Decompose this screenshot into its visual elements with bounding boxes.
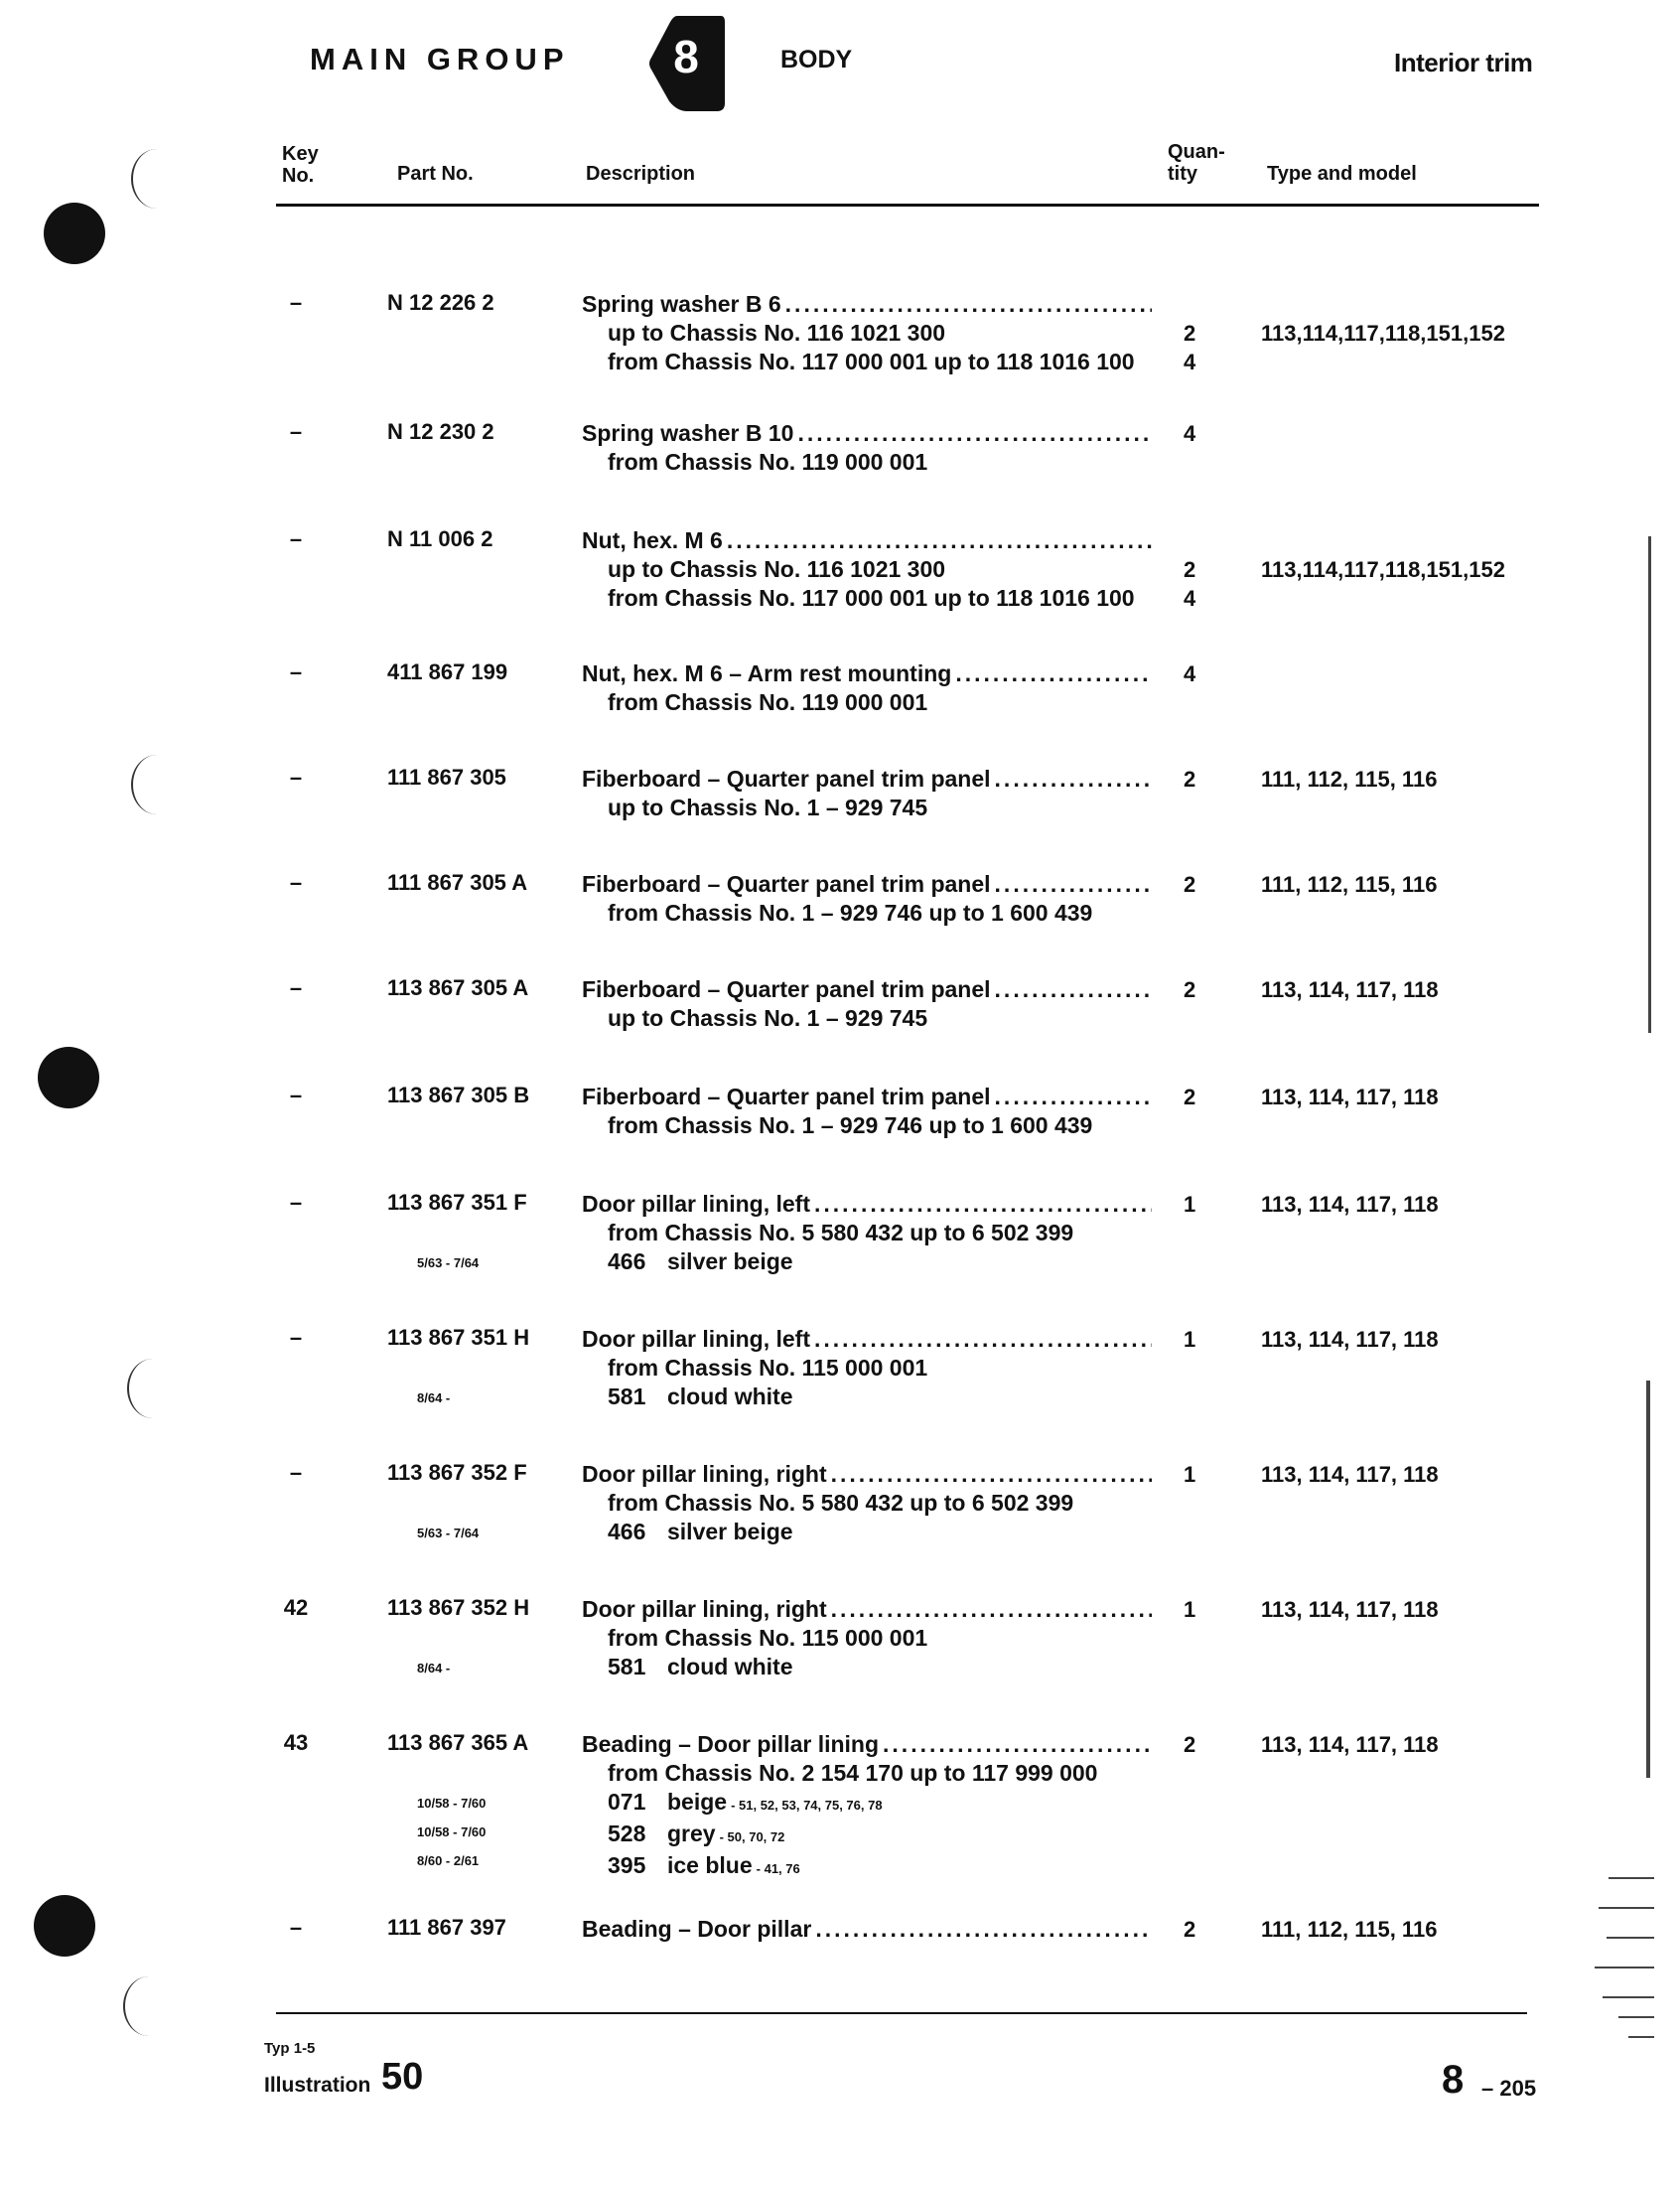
quantity-value — [1184, 1624, 1195, 1653]
description-detail — [582, 348, 1152, 376]
part-no: 113 867 352 F — [387, 1460, 527, 1485]
leader-dots — [879, 1730, 1152, 1759]
description-text: Door pillar lining, right — [582, 1461, 827, 1487]
date-range: 10/58 - 7/60 — [417, 1824, 487, 1839]
part-no: 113 867 305 A — [387, 975, 529, 1000]
quantity-text: Quan- tity — [1168, 141, 1225, 185]
description-text: Fiberboard – Quarter panel trim panel — [582, 871, 991, 897]
type-model-value: 111, 112, 115, 116 — [1261, 872, 1438, 897]
description — [582, 1083, 1152, 1140]
type-model — [1261, 1915, 1437, 1944]
quantity — [1184, 1325, 1195, 1411]
part-no: 113 867 351 H — [387, 1325, 530, 1350]
type-model-value — [1261, 1624, 1439, 1653]
quantity-value: 2 — [1184, 977, 1196, 1002]
quantity — [1184, 290, 1195, 376]
detail-text: cloud white — [667, 1654, 793, 1679]
description-text: Beading – Door pillar — [582, 1916, 812, 1942]
description-detail — [582, 1219, 1152, 1247]
leader-dots — [991, 1083, 1152, 1111]
description — [582, 1190, 1152, 1276]
type-model — [1261, 1083, 1439, 1140]
group-number-badge — [647, 12, 725, 115]
colour-code: 466 — [608, 1519, 646, 1544]
leader-dots — [991, 765, 1152, 794]
quantity-value: 4 — [1184, 661, 1196, 686]
type-model-value: 113, 114, 117, 118 — [1261, 1462, 1439, 1487]
type-model — [1261, 1595, 1439, 1681]
type-model — [1261, 526, 1505, 613]
quantity-value — [1184, 794, 1195, 822]
type-model-value — [1261, 526, 1505, 555]
binder-hole — [44, 203, 105, 264]
description-detail — [582, 1383, 1152, 1411]
type-model-value — [1261, 1247, 1439, 1276]
detail-text: from Chassis No. 117 000 001 up to 118 1016 100 — [608, 585, 1135, 611]
description — [582, 870, 1152, 928]
quantity — [1184, 1083, 1195, 1140]
binder-ring-mark — [131, 149, 183, 209]
leader-dots — [811, 1915, 1152, 1944]
colour-code: 071 — [608, 1789, 646, 1815]
description — [582, 765, 1152, 822]
quantity-value — [1184, 526, 1195, 555]
leader-dots — [781, 290, 1152, 319]
description-text: Fiberboard – Quarter panel trim panel — [582, 1084, 991, 1109]
quantity-value — [1184, 290, 1195, 319]
binder-ring-mark — [131, 755, 183, 814]
type-model — [1261, 1730, 1439, 1874]
quantity-value — [1184, 1489, 1195, 1518]
description-detail — [582, 899, 1152, 928]
type-model-value — [1261, 1111, 1439, 1140]
key-no-text: Key No. — [282, 143, 319, 187]
type-model-value: 113, 114, 117, 118 — [1261, 1732, 1439, 1757]
part-no: 111 867 305 — [387, 765, 506, 790]
type-model-value: 113, 114, 117, 118 — [1261, 1192, 1439, 1217]
type-model-value — [1261, 1845, 1439, 1874]
quantity-value: 2 — [1184, 557, 1196, 582]
type-model-value: 113,114,117,118,151,152 — [1261, 557, 1505, 582]
type-model-value — [1261, 899, 1437, 928]
type-model-value: 113, 114, 117, 118 — [1261, 1597, 1439, 1622]
part-no: N 12 230 2 — [387, 419, 494, 444]
type-model-value: 111, 112, 115, 116 — [1261, 1917, 1438, 1942]
header-rule — [276, 204, 1539, 207]
leader-dots — [810, 1190, 1152, 1219]
quantity — [1184, 526, 1195, 613]
leader-dots — [793, 419, 1152, 448]
key-no: – — [289, 659, 303, 684]
description-detail — [582, 1111, 1152, 1140]
quantity-value: 2 — [1184, 321, 1196, 346]
column-header-key-no — [282, 143, 326, 187]
column-header-description: Description — [586, 163, 696, 185]
type-model-value — [1261, 1759, 1439, 1788]
key-no: – — [289, 765, 303, 790]
detail-text: from Chassis No. 1 – 929 746 up to 1 600 439 — [608, 900, 1093, 926]
type-model-value — [1261, 1489, 1439, 1518]
part-no: 113 867 365 A — [387, 1730, 529, 1755]
type-model-value — [1261, 1817, 1439, 1845]
colour-code: 395 — [608, 1852, 646, 1878]
type-model — [1261, 1325, 1439, 1411]
type-model — [1261, 975, 1439, 1033]
quantity-value — [1184, 1219, 1195, 1247]
date-range: 8/64 - — [417, 1390, 451, 1405]
quantity-value — [1184, 1518, 1195, 1546]
detail-text: up to Chassis No. 1 – 929 745 — [608, 1005, 928, 1031]
description — [582, 1730, 1152, 1883]
type-model — [1261, 1190, 1439, 1276]
leader-dots — [827, 1595, 1152, 1624]
type-model-value — [1261, 1004, 1439, 1033]
description — [582, 1325, 1152, 1411]
type-model — [1261, 870, 1437, 928]
leader-dots — [951, 659, 1152, 688]
quantity-value — [1184, 1788, 1195, 1817]
leader-dots — [827, 1460, 1152, 1489]
quantity-value — [1184, 448, 1195, 477]
description-detail — [582, 1653, 1152, 1681]
detail-text: up to Chassis No. 1 – 929 745 — [608, 795, 928, 820]
footer-rule — [276, 2012, 1527, 2014]
type-model-value — [1261, 1653, 1439, 1681]
quantity-value: 1 — [1184, 1327, 1196, 1352]
date-range: 5/63 - 7/64 — [417, 1255, 480, 1270]
leader-dots — [991, 870, 1152, 899]
quantity — [1184, 975, 1195, 1033]
description-detail — [582, 1354, 1152, 1383]
detail-text: from Chassis No. 115 000 001 — [608, 1355, 928, 1381]
quantity-value: 2 — [1184, 767, 1196, 792]
type-model-value — [1261, 1219, 1439, 1247]
key-no: – — [289, 975, 303, 1000]
part-no: N 12 226 2 — [387, 290, 494, 315]
description-text: Fiberboard – Quarter panel trim panel — [582, 766, 991, 792]
description-detail — [582, 584, 1152, 613]
description — [582, 975, 1152, 1033]
binder-ring-mark — [127, 1359, 179, 1418]
description-detail — [582, 1247, 1152, 1276]
type-model-value — [1261, 348, 1505, 376]
quantity — [1184, 1915, 1195, 1944]
type-model-value — [1261, 1518, 1439, 1546]
key-no: – — [289, 419, 303, 444]
type-model — [1261, 765, 1437, 822]
key-no: – — [289, 1083, 303, 1107]
description-detail — [582, 1759, 1152, 1788]
colour-code: 581 — [608, 1384, 646, 1409]
quantity-value — [1184, 1247, 1195, 1276]
key-no: 43 — [283, 1730, 309, 1755]
leader-dots — [723, 526, 1152, 555]
type-model-value: 113, 114, 117, 118 — [1261, 1327, 1439, 1352]
description — [582, 1460, 1152, 1546]
group-number: 8 — [673, 31, 699, 82]
illustration-label: Illustration — [264, 2074, 371, 2097]
page-number-sub: – 205 — [1481, 2076, 1537, 2101]
description — [582, 1915, 1152, 1944]
detail-text: cloud white — [667, 1384, 793, 1409]
description — [582, 290, 1152, 376]
quantity-value: 2 — [1184, 1917, 1196, 1942]
quantity — [1184, 659, 1195, 717]
type-note: Typ 1-5 — [264, 2040, 316, 2057]
description-text: Nut, hex. M 6 – Arm rest mounting — [582, 660, 952, 686]
part-no: 113 867 351 F — [387, 1190, 527, 1215]
colour-code: 528 — [608, 1821, 646, 1846]
description-detail — [582, 448, 1152, 477]
type-model-value — [1261, 290, 1505, 319]
detail-text: from Chassis No. 117 000 001 up to 118 1016 100 — [608, 349, 1135, 374]
body-label: BODY — [780, 46, 853, 73]
quantity — [1184, 1190, 1195, 1276]
binder-hole — [34, 1895, 95, 1957]
type-model — [1261, 1460, 1439, 1546]
description-detail — [582, 555, 1152, 584]
description-detail — [582, 1624, 1152, 1653]
main-group-title: MAIN GROUP — [310, 42, 570, 76]
quantity-value: 2 — [1184, 1732, 1196, 1757]
type-model-value — [1261, 1383, 1439, 1411]
key-no: 42 — [283, 1595, 309, 1620]
detail-text: silver beige — [667, 1248, 793, 1274]
quantity-value: 1 — [1184, 1192, 1196, 1217]
quantity — [1184, 1460, 1195, 1546]
type-model-value: 111, 112, 115, 116 — [1261, 767, 1438, 792]
description-detail — [582, 1004, 1152, 1033]
quantity-value: 4 — [1184, 586, 1196, 611]
quantity-value — [1184, 688, 1195, 717]
description-detail — [582, 1489, 1152, 1518]
description — [582, 1595, 1152, 1681]
quantity — [1184, 870, 1195, 928]
description-text: Fiberboard – Quarter panel trim panel — [582, 976, 991, 1002]
date-range: 10/58 - 7/60 — [417, 1796, 487, 1811]
detail-text: from Chassis No. 119 000 001 — [608, 689, 928, 715]
type-model-value — [1261, 584, 1505, 613]
model-note: - 50, 70, 72 — [719, 1829, 785, 1844]
description-text: Door pillar lining, left — [582, 1191, 810, 1217]
detail-text: from Chassis No. 115 000 001 — [608, 1625, 928, 1651]
quantity-value — [1184, 1653, 1195, 1681]
detail-text: beige — [667, 1789, 728, 1815]
type-model-value: 113, 114, 117, 118 — [1261, 1085, 1439, 1109]
quantity — [1184, 1595, 1195, 1681]
description-detail — [582, 688, 1152, 717]
quantity-value — [1184, 1004, 1195, 1033]
quantity-value — [1184, 1817, 1195, 1845]
key-no: – — [289, 1325, 303, 1350]
type-model-value: 113,114,117,118,151,152 — [1261, 321, 1505, 346]
detail-text: up to Chassis No. 116 1021 300 — [608, 320, 946, 346]
quantity-value: 2 — [1184, 872, 1196, 897]
colour-code: 466 — [608, 1248, 646, 1274]
date-range: 5/63 - 7/64 — [417, 1526, 480, 1540]
description-text: Spring washer B 6 — [582, 291, 781, 317]
detail-text: from Chassis No. 2 154 170 up to 117 999 000 — [608, 1760, 1098, 1786]
column-header-quantity — [1168, 141, 1237, 185]
description-text: Door pillar lining, right — [582, 1596, 827, 1622]
description-detail — [582, 1518, 1152, 1546]
description-text: Nut, hex. M 6 — [582, 527, 723, 553]
description — [582, 419, 1152, 477]
key-no: – — [289, 1460, 303, 1485]
key-no: – — [289, 526, 303, 551]
quantity-value: 1 — [1184, 1462, 1196, 1487]
type-model-value — [1261, 794, 1437, 822]
column-header-part-no: Part No. — [397, 163, 474, 185]
part-no: 411 867 199 — [387, 659, 508, 684]
description-detail — [582, 1788, 1152, 1820]
quantity-value — [1184, 1383, 1195, 1411]
type-model-value — [1261, 1788, 1439, 1817]
type-model-value — [1261, 1354, 1439, 1383]
part-no: N 11 006 2 — [387, 526, 493, 551]
binder-ring-mark — [123, 1976, 175, 2036]
detail-text: from Chassis No. 5 580 432 up to 6 502 399 — [608, 1220, 1074, 1245]
key-no: – — [289, 290, 303, 315]
detail-text: from Chassis No. 5 580 432 up to 6 502 399 — [608, 1490, 1074, 1516]
description-text: Beading – Door pillar lining — [582, 1731, 880, 1757]
part-no: 113 867 305 B — [387, 1083, 530, 1107]
quantity-value: 4 — [1184, 350, 1196, 374]
illustration-number: 50 — [381, 2056, 424, 2098]
detail-text: from Chassis No. 1 – 929 746 up to 1 600 439 — [608, 1112, 1093, 1138]
leader-dots — [810, 1325, 1152, 1354]
key-no: – — [289, 1190, 303, 1215]
column-header-type-model: Type and model — [1267, 163, 1417, 185]
part-no: 111 867 397 — [387, 1915, 506, 1940]
description-detail — [582, 1851, 1152, 1883]
quantity-value — [1184, 1354, 1195, 1383]
detail-text: silver beige — [667, 1519, 793, 1544]
quantity-value — [1184, 1759, 1195, 1788]
quantity — [1184, 765, 1195, 822]
description-detail — [582, 794, 1152, 822]
section-title: Interior trim — [1394, 48, 1533, 77]
page-number-main: 8 — [1442, 2058, 1465, 2102]
description-text: Door pillar lining, left — [582, 1326, 810, 1352]
quantity-value: 2 — [1184, 1085, 1196, 1109]
quantity — [1184, 419, 1195, 477]
date-range: 8/60 - 2/61 — [417, 1853, 480, 1868]
detail-text: ice blue — [667, 1852, 753, 1878]
quantity-value: 1 — [1184, 1597, 1196, 1622]
quantity-value — [1184, 1111, 1195, 1140]
detail-text: up to Chassis No. 116 1021 300 — [608, 556, 946, 582]
quantity — [1184, 1730, 1195, 1874]
quantity-value: 4 — [1184, 421, 1196, 446]
binder-hole — [38, 1047, 99, 1108]
description-detail — [582, 1820, 1152, 1851]
description-text: Spring washer B 10 — [582, 420, 794, 446]
model-note: - 41, 76 — [756, 1861, 800, 1876]
part-no: 113 867 352 H — [387, 1595, 530, 1620]
key-no: – — [289, 1915, 303, 1940]
part-no: 111 867 305 A — [387, 870, 528, 895]
description-detail — [582, 319, 1152, 348]
leader-dots — [991, 975, 1152, 1004]
description — [582, 526, 1152, 613]
quantity-value — [1184, 899, 1195, 928]
type-model — [1261, 290, 1505, 376]
key-no: – — [289, 870, 303, 895]
quantity-value — [1184, 1845, 1195, 1874]
description — [582, 659, 1152, 717]
detail-text: from Chassis No. 119 000 001 — [608, 449, 928, 475]
model-note: - 51, 52, 53, 74, 75, 76, 78 — [731, 1798, 883, 1813]
detail-text: grey — [667, 1821, 716, 1846]
colour-code: 581 — [608, 1654, 646, 1679]
date-range: 8/64 - — [417, 1661, 451, 1676]
scan-edge-noise — [1589, 238, 1658, 2125]
type-model-value: 113, 114, 117, 118 — [1261, 977, 1439, 1002]
